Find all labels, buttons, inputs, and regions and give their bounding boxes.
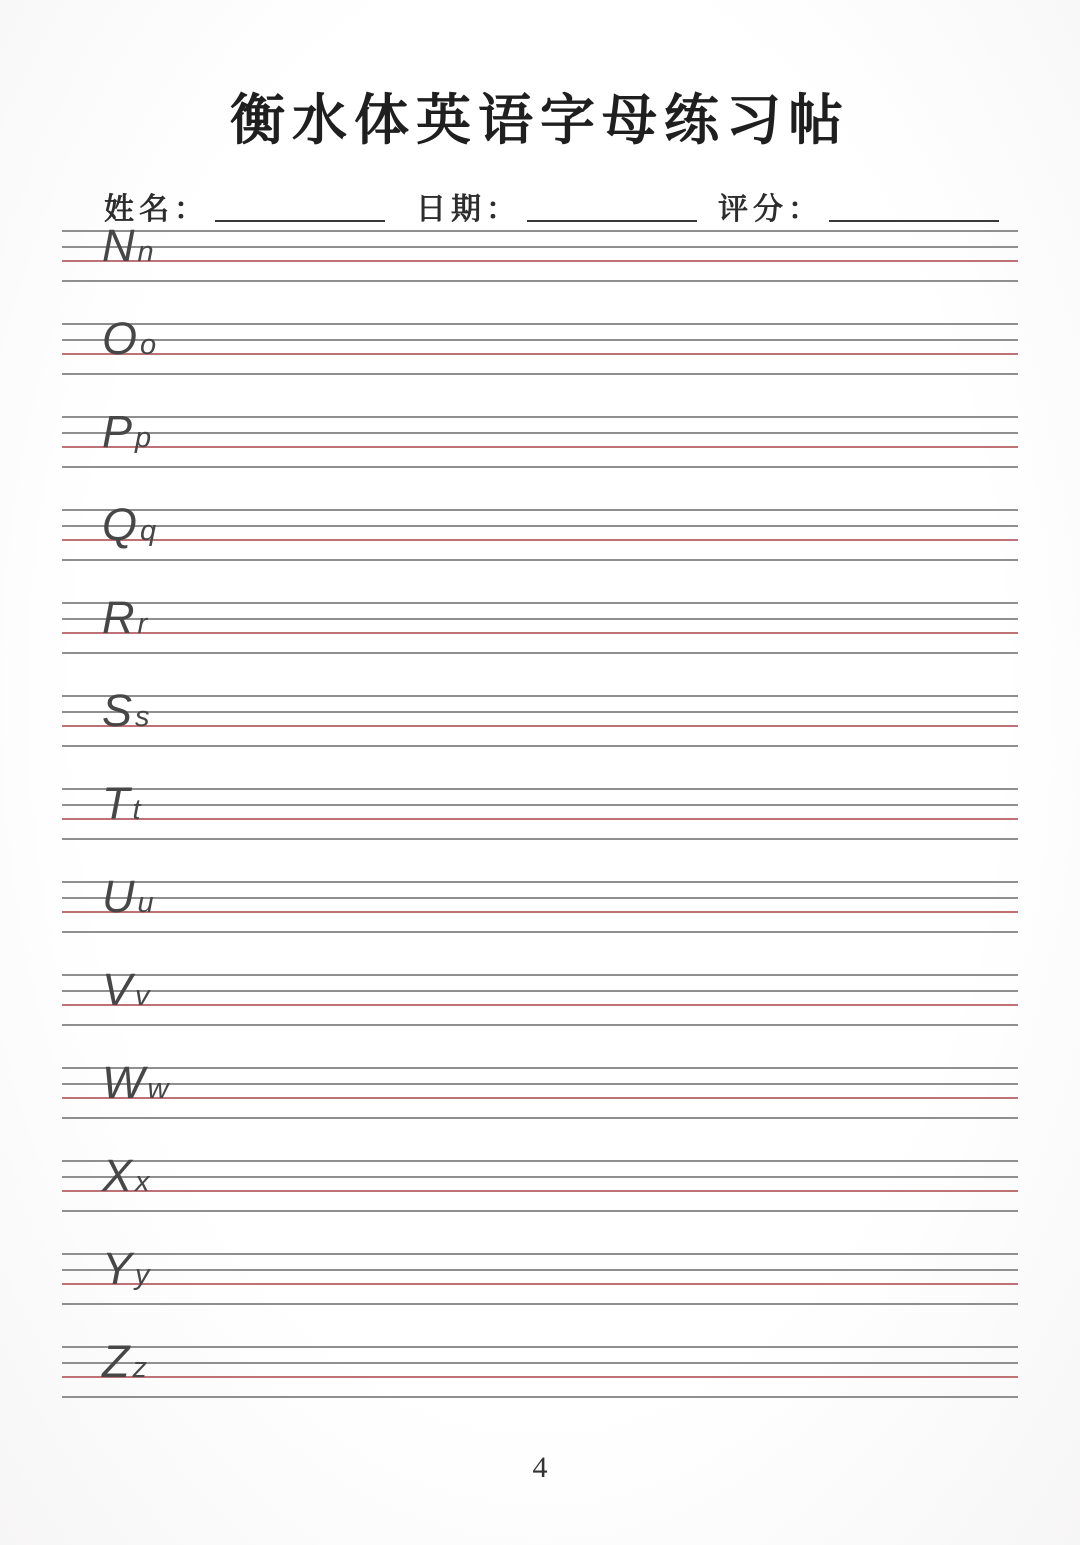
letter-pair (102, 499, 157, 550)
guide-line-top (62, 1253, 1018, 1255)
score-label: 评分： (718, 193, 823, 226)
lowercase-letter: u (137, 887, 154, 919)
letter-pair (102, 1243, 150, 1294)
name-field (104, 184, 385, 228)
uppercase-letter: R (102, 592, 135, 643)
guide-line-bottom (62, 280, 1018, 282)
guide-line-top (62, 695, 1018, 697)
lowercase-letter: p (135, 422, 152, 454)
practice-row (62, 778, 1018, 839)
uppercase-letter: T (102, 778, 130, 829)
uppercase-letter: S (102, 685, 133, 736)
page-title: 衡水体英语字母练习帖 (229, 90, 850, 151)
guide-line-baseline-red (62, 632, 1018, 634)
uppercase-letter: Q (102, 499, 138, 550)
guide-line-upper-middle (62, 432, 1018, 434)
practice-row (62, 499, 1018, 560)
lowercase-letter: q (140, 515, 157, 547)
date-field (416, 184, 697, 228)
guide-line-baseline-red (62, 1190, 1018, 1192)
letter-pair (102, 1336, 147, 1387)
page-number: 4 (532, 1451, 548, 1484)
guide-line-baseline-red (62, 1376, 1018, 1378)
guide-line-baseline-red (62, 1004, 1018, 1006)
guide-line-upper-middle (62, 618, 1018, 620)
guide-line-upper-middle (62, 246, 1018, 248)
uppercase-letter: P (102, 406, 133, 457)
date-label: 日期： (416, 193, 521, 226)
practice-row (62, 1150, 1018, 1211)
score-field (718, 184, 999, 228)
guide-line-top (62, 230, 1018, 232)
guide-line-top (62, 881, 1018, 883)
letter-pair (102, 592, 148, 643)
lowercase-letter: t (132, 794, 141, 826)
guide-line-baseline-red (62, 446, 1018, 448)
guide-line-bottom (62, 373, 1018, 375)
guide-line-bottom (62, 559, 1018, 561)
guide-line-upper-middle (62, 1176, 1018, 1178)
guide-line-bottom (62, 1303, 1018, 1305)
guide-line-upper-middle (62, 1083, 1018, 1085)
lowercase-letter: n (137, 236, 154, 268)
guide-line-upper-middle (62, 1269, 1018, 1271)
letter-pair (102, 406, 152, 457)
practice-row (62, 592, 1018, 653)
guide-line-top (62, 974, 1018, 976)
lowercase-letter: z (132, 1352, 147, 1384)
guide-line-baseline-red (62, 260, 1018, 262)
lowercase-letter: s (135, 701, 150, 733)
uppercase-letter: O (102, 313, 138, 364)
guide-line-baseline-red (62, 353, 1018, 355)
guide-line-top (62, 788, 1018, 790)
guide-line-bottom (62, 466, 1018, 468)
letter-pair (102, 1150, 150, 1201)
uppercase-letter: Z (102, 1336, 130, 1387)
guide-line-top (62, 602, 1018, 604)
guide-line-bottom (62, 745, 1018, 747)
header-row (0, 184, 1080, 224)
uppercase-letter: V (102, 964, 133, 1015)
letter-pair (102, 964, 150, 1015)
practice-row (62, 871, 1018, 932)
guide-line-baseline-red (62, 725, 1018, 727)
score-blank-line (829, 216, 999, 222)
uppercase-letter: W (102, 1057, 145, 1108)
guide-line-bottom (62, 1210, 1018, 1212)
guide-line-bottom (62, 931, 1018, 933)
name-label: 姓名： (104, 193, 209, 226)
letter-pair (102, 313, 157, 364)
guide-line-top (62, 323, 1018, 325)
guide-line-baseline-red (62, 818, 1018, 820)
guide-line-top (62, 1346, 1018, 1348)
guide-line-bottom (62, 1024, 1018, 1026)
practice-row (62, 220, 1018, 281)
lowercase-letter: r (137, 608, 148, 640)
guide-line-baseline-red (62, 1283, 1018, 1285)
practice-row (62, 1243, 1018, 1304)
guide-line-upper-middle (62, 1362, 1018, 1364)
name-blank-line (215, 216, 385, 222)
practice-row (62, 406, 1018, 467)
guide-line-upper-middle (62, 339, 1018, 341)
lowercase-letter: v (135, 980, 150, 1012)
practice-row (62, 685, 1018, 746)
guide-line-bottom (62, 652, 1018, 654)
uppercase-letter: X (102, 1150, 133, 1201)
letter-pair (102, 220, 154, 271)
lowercase-letter: x (135, 1166, 150, 1198)
practice-rows (62, 220, 1018, 1397)
letter-pair (102, 1057, 169, 1108)
lowercase-letter: y (135, 1259, 150, 1291)
guide-line-top (62, 416, 1018, 418)
guide-line-upper-middle (62, 990, 1018, 992)
practice-row (62, 1057, 1018, 1118)
lowercase-letter: o (140, 329, 157, 361)
guide-line-bottom (62, 838, 1018, 840)
guide-line-baseline-red (62, 911, 1018, 913)
practice-row (62, 964, 1018, 1025)
letter-pair (102, 685, 150, 736)
guide-line-bottom (62, 1396, 1018, 1398)
lowercase-letter: w (147, 1073, 169, 1105)
date-blank-line (527, 216, 697, 222)
guide-line-top (62, 1067, 1018, 1069)
guide-line-bottom (62, 1117, 1018, 1119)
guide-line-upper-middle (62, 897, 1018, 899)
letter-pair (102, 871, 154, 922)
uppercase-letter: U (102, 871, 135, 922)
guide-line-top (62, 509, 1018, 511)
letter-pair (102, 778, 141, 829)
guide-line-baseline-red (62, 539, 1018, 541)
uppercase-letter: Y (102, 1243, 133, 1294)
guide-line-upper-middle (62, 525, 1018, 527)
uppercase-letter: N (102, 220, 135, 271)
guide-line-top (62, 1160, 1018, 1162)
practice-row (62, 313, 1018, 374)
guide-line-baseline-red (62, 1097, 1018, 1099)
practice-row (62, 1336, 1018, 1397)
guide-line-upper-middle (62, 804, 1018, 806)
guide-line-upper-middle (62, 711, 1018, 713)
